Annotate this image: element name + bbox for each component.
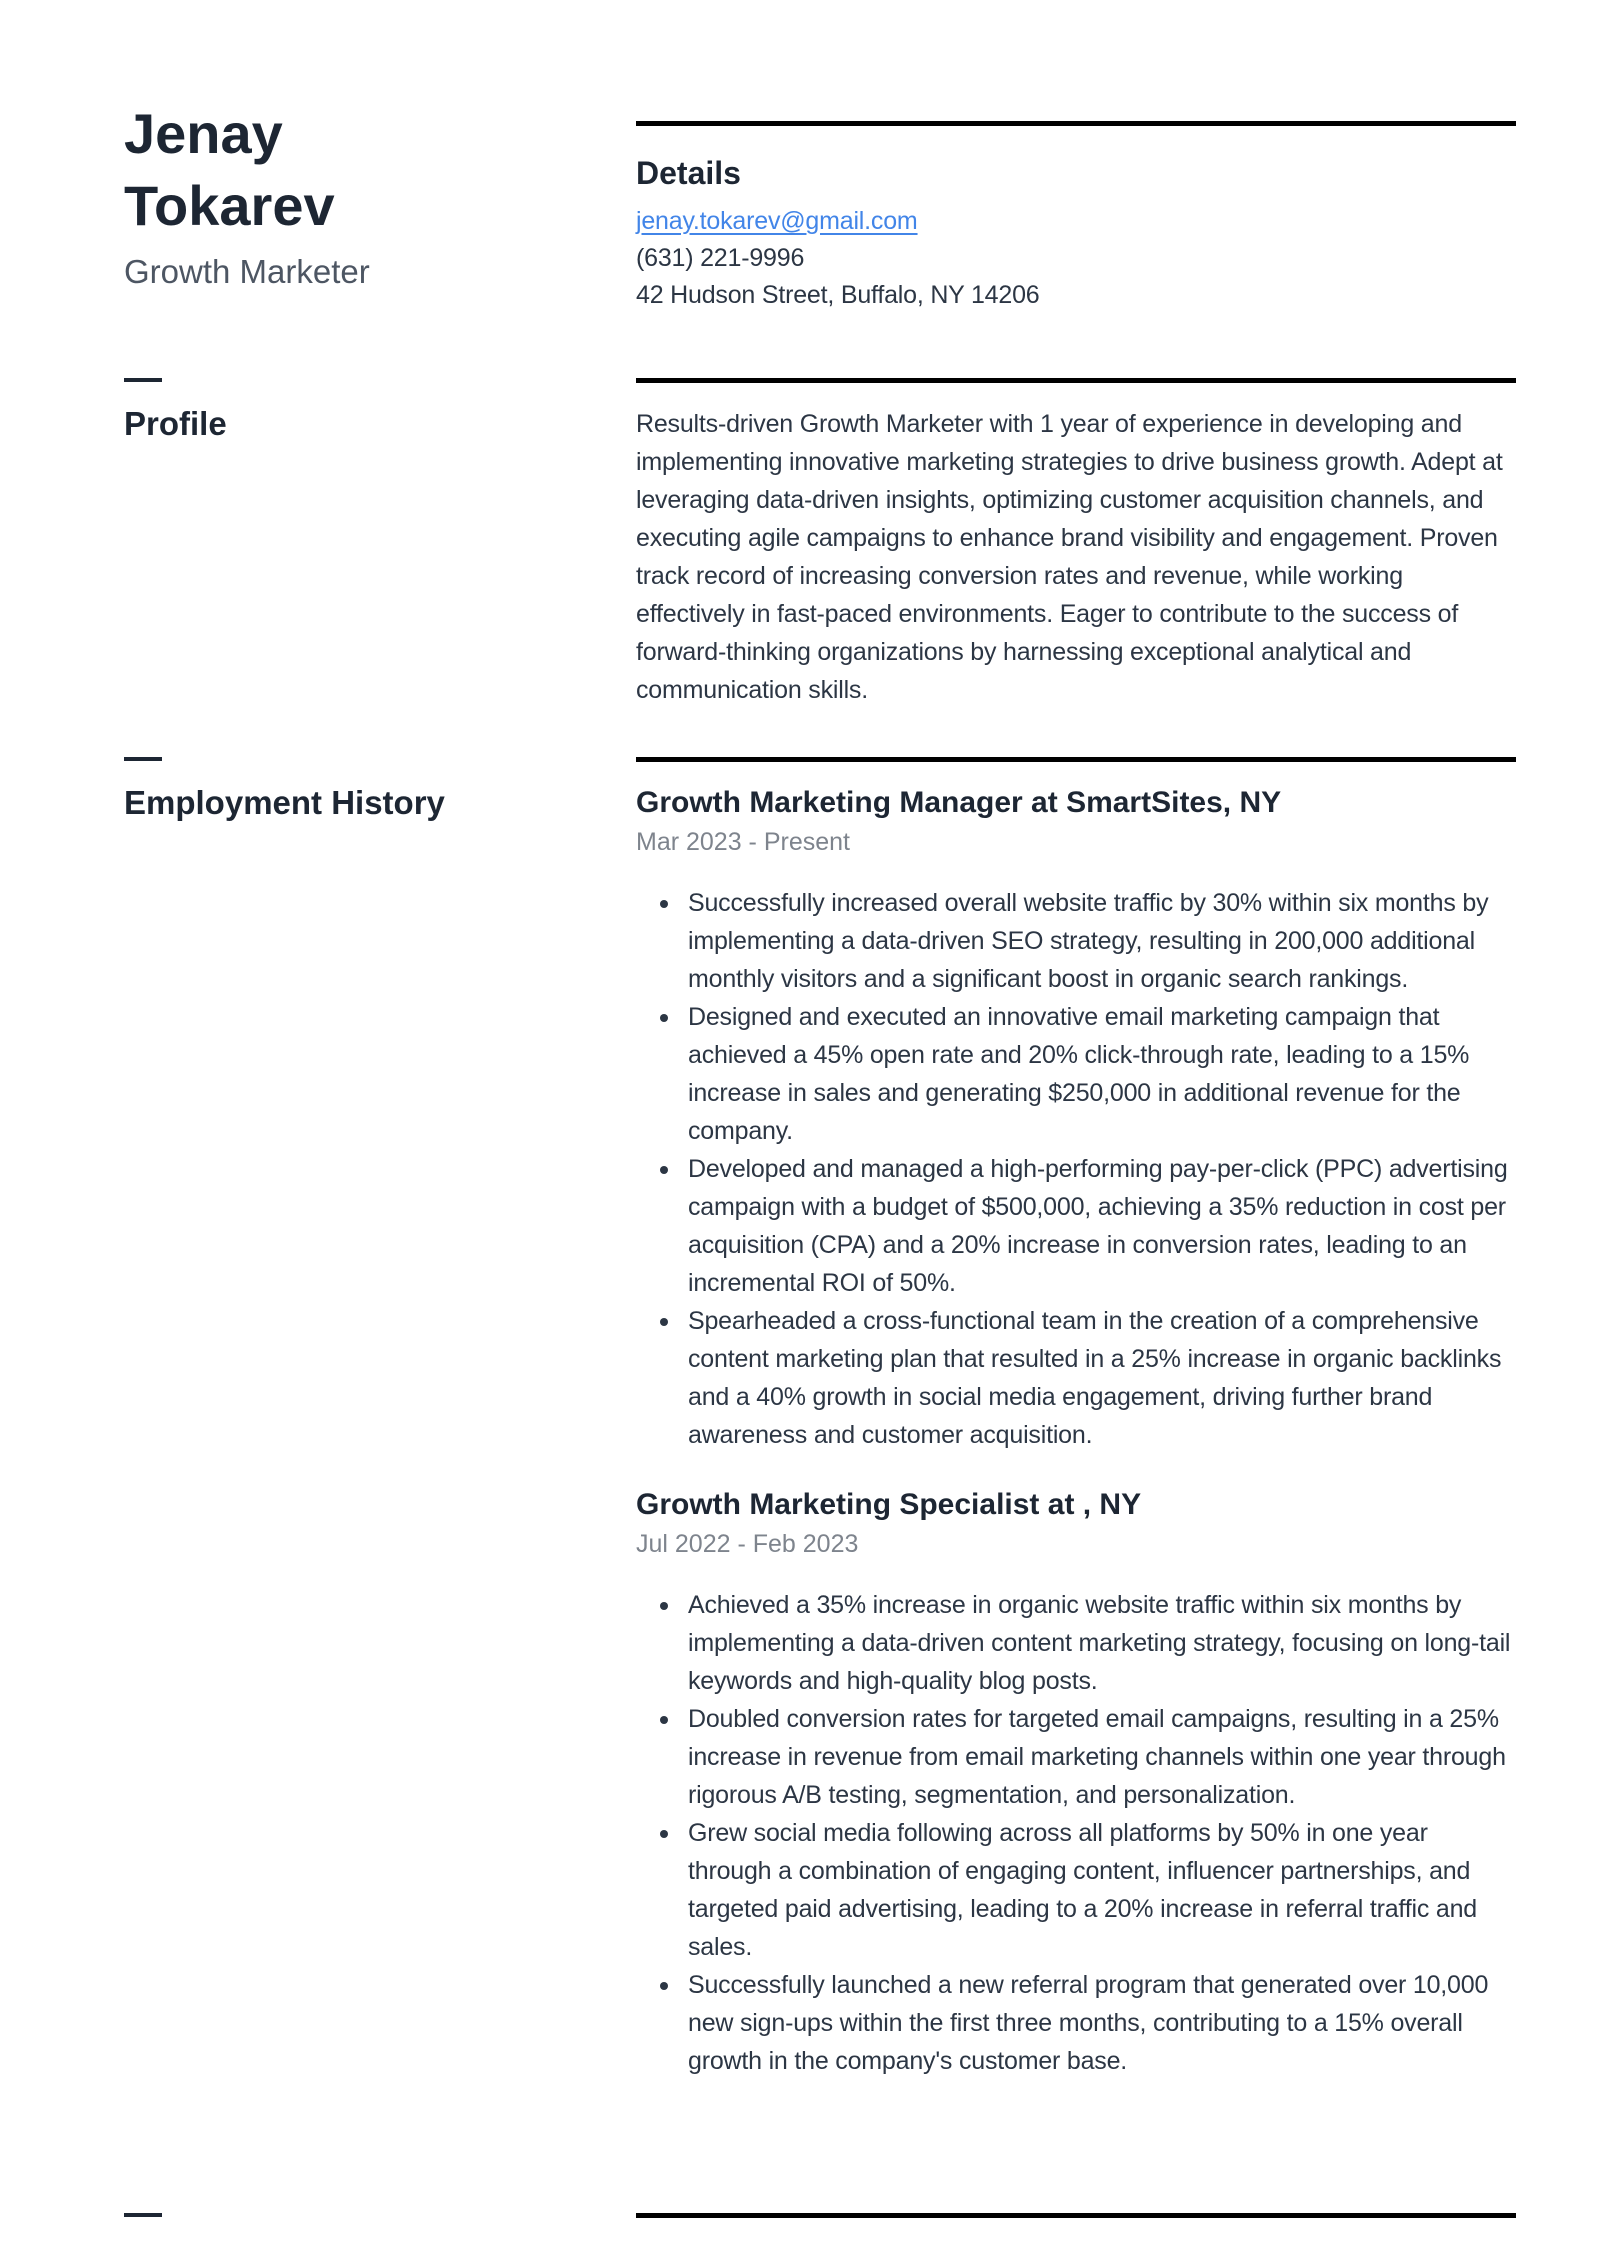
person-last-name: Tokarev <box>124 174 335 237</box>
person-name <box>124 98 554 242</box>
details-block <box>636 98 1516 314</box>
employment-section-right <box>636 757 1516 2080</box>
profile-heading: Profile <box>124 405 227 442</box>
next-section-divider <box>636 2213 1516 2218</box>
profile-text: Results-driven Growth Marketer with 1 year of experience in developing and implementing innovative marketing strategies to drive business growth. Adept at leveraging data-driven insights, optimizing customer acquisition channels, and executing agile campaigns to enhance brand visibility and engagement. Proven track record of increasing conversion rates and revenue, while working effectively in fast-paced environments. Eager to contribute to the success of forward-thinking organizations by harnessing exceptional analytical and communication skills. <box>636 410 1503 704</box>
employment-section <box>124 757 1516 2080</box>
job-bullet: Grew social media following across all platforms by 50% in one year through a combination of engaging content, influencer partnerships, and targeted paid advertising, leading to a 20% increase in referral traffic and sales. <box>636 1814 1516 1966</box>
email-link[interactable]: jenay.tokarev@gmail.com <box>636 207 918 235</box>
employment-divider <box>636 757 1516 762</box>
profile-section <box>124 378 1516 709</box>
next-section-dash <box>124 2213 162 2217</box>
job-entry <box>636 1486 1516 2080</box>
job-bullet: Doubled conversion rates for targeted email campaigns, resulting in a 25% increase in revenue from email marketing channels within one year through rigorous A/B testing, segmentation, and personalization. <box>636 1700 1516 1814</box>
profile-section-right <box>636 378 1516 709</box>
job-bullet: Successfully launched a new referral program that generated over 10,000 new sign-ups within the first three months, contributing to a 15% overall growth in the company's customer base. <box>636 1966 1516 2080</box>
job-bullet: Achieved a 35% increase in organic website traffic within six months by implementing a data-driven content marketing strategy, focusing on long-tail keywords and high-quality blog posts. <box>636 1586 1516 1700</box>
job-dates: Mar 2023 - Present <box>636 828 850 856</box>
profile-divider <box>636 378 1516 383</box>
job-dates: Jul 2022 - Feb 2023 <box>636 1530 859 1558</box>
contact-phone: (631) 221-9996 <box>636 244 805 272</box>
next-section-dividers <box>124 2213 1516 2219</box>
profile-dash <box>124 378 162 382</box>
person-job-title: Growth Marketer <box>124 253 370 290</box>
job-bullet-list <box>636 1586 1516 2080</box>
job-title: Growth Marketing Manager at SmartSites, NY <box>636 786 1282 819</box>
header-left <box>124 98 554 292</box>
job-bullet-list <box>636 884 1516 1454</box>
employment-heading: Employment History <box>124 784 445 821</box>
job-bullet: Developed and managed a high-performing pay-per-click (PPC) advertising campaign with a budget of $500,000, achieving a 35% reduction in cost per acquisition (CPA) and a 20% increase in conversion rates, leading to an incremental ROI of 50%. <box>636 1150 1516 1302</box>
header-section <box>124 98 1516 314</box>
job-title: Growth Marketing Specialist at , NY <box>636 1488 1142 1521</box>
employment-section-left <box>124 757 554 823</box>
profile-section-left <box>124 378 554 444</box>
job-bullet: Designed and executed an innovative email marketing campaign that achieved a 45% open rate and 20% click-through rate, leading to a 15% increase in sales and generating $250,000 in additional revenue for the company. <box>636 998 1516 1150</box>
details-heading: Details <box>636 155 741 191</box>
job-bullet: Spearheaded a cross-functional team in the creation of a comprehensive content marketing plan that resulted in a 25% increase in organic backlinks and a 40% growth in social media engagement, driving further brand awareness and customer acquisition. <box>636 1302 1516 1454</box>
contact-email-line <box>636 203 1516 240</box>
employment-dash <box>124 757 162 761</box>
job-bullet: Successfully increased overall website traffic by 30% within six months by implementing a data-driven SEO strategy, resulting in 200,000 additional monthly visitors and a significant boost in organic search rankings. <box>636 884 1516 998</box>
job-entry <box>636 784 1516 1454</box>
person-first-name: Jenay <box>124 102 283 165</box>
details-divider <box>636 121 1516 126</box>
contact-address: 42 Hudson Street, Buffalo, NY 14206 <box>636 281 1040 309</box>
